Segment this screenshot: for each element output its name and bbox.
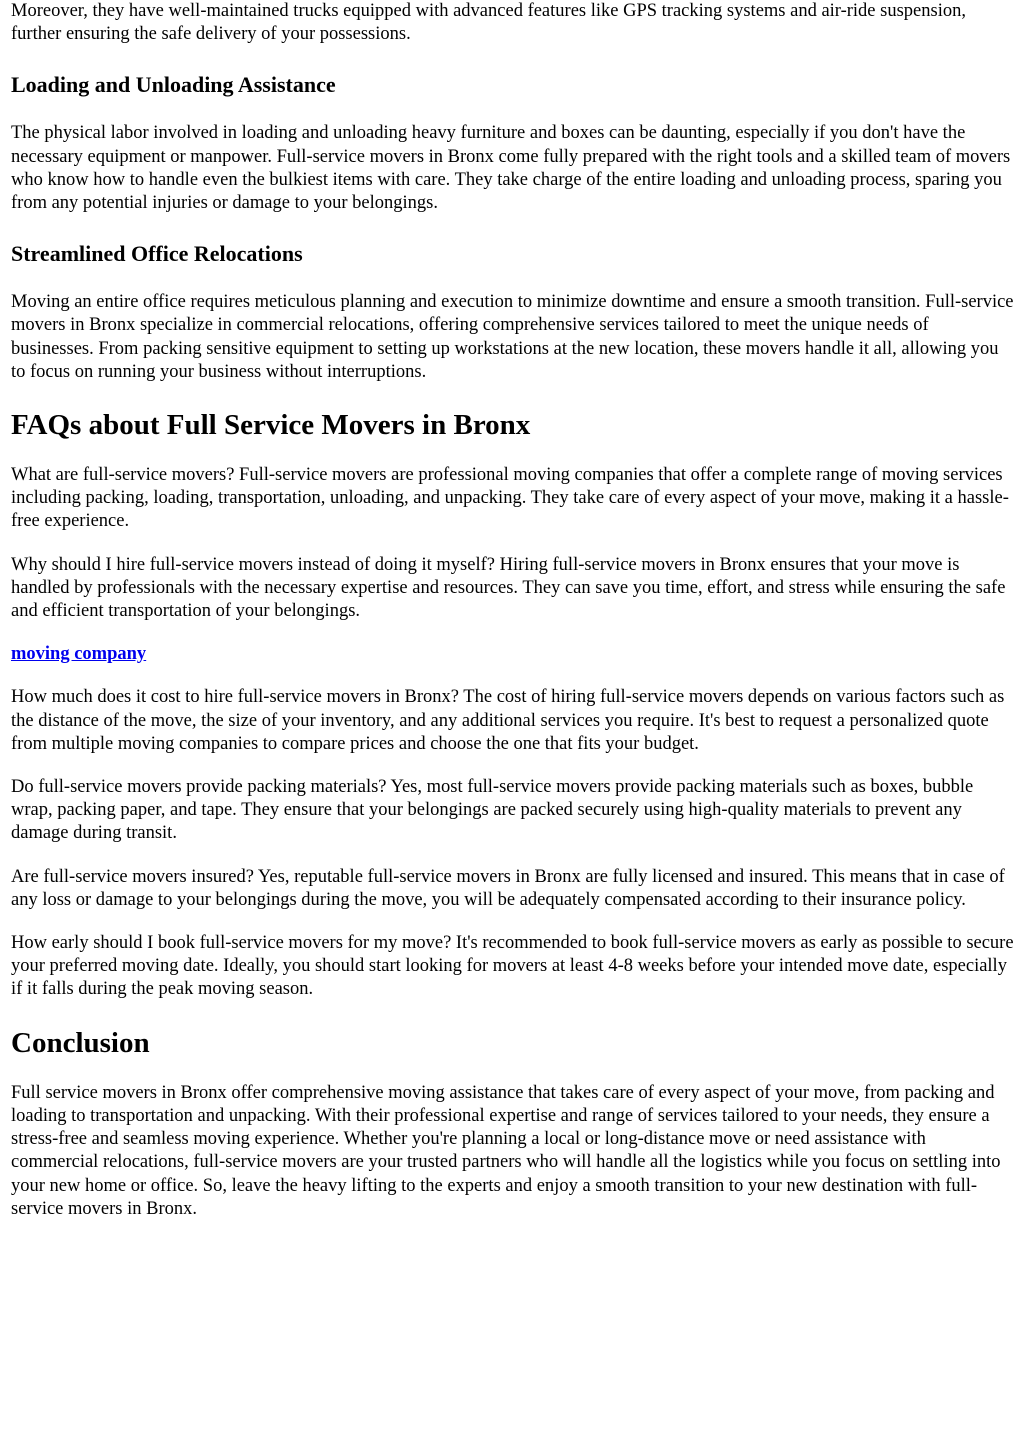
faq-item: Do full-service movers provide packing materials? Yes, most full-service movers provide packing materials such as boxes, bubble wrap, packing paper, and tape. They ensure that your belongings are packed securely using high-quality materials to prevent any damage during transit.: [11, 777, 974, 844]
office-heading: Streamlined Office Relocations: [11, 241, 303, 267]
moving-company-link[interactable]: moving company: [11, 644, 147, 665]
faqs-heading: FAQs about Full Service Movers in Bronx: [11, 409, 531, 442]
faq-item: What are full-service movers? Full-service movers are professional moving companies that offer a complete range of moving services including packing, loading, transportation, unloading, and unpacking. They take care of every aspect of your move, making it a hassle-free experience.: [11, 465, 1009, 532]
faq-item: How early should I book full-service movers for my move? It's recommended to book full-service movers as early as possible to secure your preferred moving date. Ideally, you should start looking for movers at least 4-8 weeks before your intended move date, especially if it falls during the peak moving season.: [11, 933, 1014, 1000]
conclusion-paragraph: Full service movers in Bronx offer comprehensive moving assistance that takes care of every aspect of your move, from packing and loading to transportation and unpacking. With their professional expertise and range of services tailored to your needs, they ensure a stress-free and seamless moving experience. Whether you're planning a local or long-distance move or need assistance with commercial relocations, full-service movers are your trusted partners who will handle all the logistics while you focus on settling into your new home or office. So, leave the heavy lifting to the experts and enjoy a smooth transition to your new destination with full-service movers in Bronx.: [11, 1082, 1001, 1219]
faq-item: Are full-service movers insured? Yes, reputable full-service movers in Bronx are fully licensed and insured. This means that in case of any loss or damage to your belongings during the move, you will be adequately compensated according to their insurance policy.: [11, 866, 1005, 910]
loading-paragraph: The physical labor involved in loading and unloading heavy furniture and boxes can be daunting, especially if you don't have the necessary equipment or manpower. Full-service movers in Bronx come fully prepared with the right tools and a skilled team of movers who know how to handle even the bulkiest items with care. They take charge of the entire loading and unloading process, sparing you from any potential injuries or damage to your belongings.: [11, 123, 1011, 214]
faq-item: Why should I hire full-service movers instead of doing it myself? Hiring full-service movers in Bronx ensures that your move is handled by professionals with the necessary expertise and resources. They can save you time, effort, and stress while ensuring the safe and efficient transportation of your belongings.: [11, 554, 1006, 622]
faq-item: How much does it cost to hire full-service movers in Bronx? The cost of hiring full-service movers depends on various factors such as the distance of the move, the size of your inventory, and any additional services you require. It's best to request a personalized quote from multiple moving companies to compare prices and choose the one that fits your budget.: [11, 687, 1005, 754]
conclusion-heading: Conclusion: [11, 1026, 150, 1059]
loading-heading: Loading and Unloading Assistance: [11, 72, 336, 98]
moving-company-link-paragraph: [11, 643, 1014, 666]
intro-tail-paragraph: Moreover, they have well-maintained trucks equipped with advanced features like GPS tracking systems and air-ride suspension, further ensuring the safe delivery of your possessions.: [11, 1, 966, 45]
office-paragraph: Moving an entire office requires meticulous planning and execution to minimize downtime and ensure a smooth transition. Full-service movers in Bronx specialize in commercial relocations, offering comprehensive services tailored to meet the unique needs of businesses. From packing sensitive equipment to setting up workstations at the new location, these movers handle it all, allowing you to focus on running your business without interruptions.: [11, 292, 1014, 382]
